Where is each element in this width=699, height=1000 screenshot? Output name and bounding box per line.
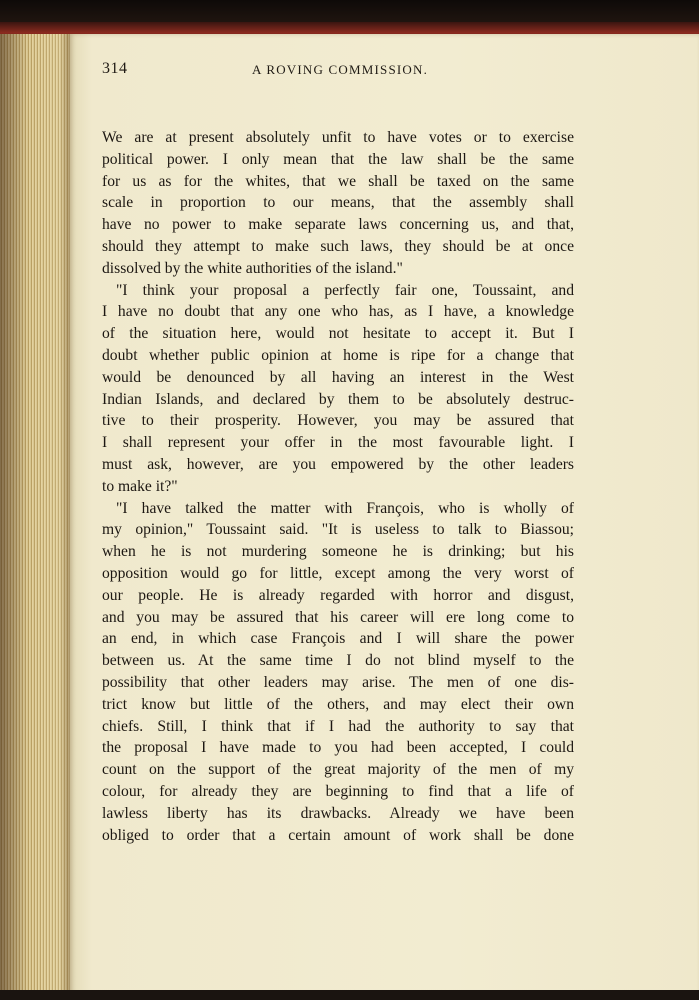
text-line: when he is not murdering someone he is drinking; but his xyxy=(102,543,574,561)
text-line: between us. At the same time I do not blind myself to the xyxy=(102,652,574,670)
text-line: obliged to order that a certain amount of work shall be done xyxy=(102,826,574,844)
text-line: We are at present absolutely unfit to have votes or to exercise xyxy=(102,129,574,146)
background-shadow-bottom xyxy=(0,990,699,1000)
text-line: for us as for the whites, that we shall be taxed on the same xyxy=(102,172,574,190)
page-edges xyxy=(0,34,71,994)
body-text xyxy=(102,127,574,846)
text-line: would be denounced by all having an interest in the West xyxy=(102,368,574,386)
text-line: "I have talked the matter with François, who is wholly of xyxy=(116,499,574,517)
text-line: I have no doubt that any one who has, as I have, a knowledge xyxy=(102,303,574,321)
text-line: possibility that other leaders may arise. The men of one dis- xyxy=(102,673,574,691)
text-line: lawless liberty has its drawbacks. Already we have been xyxy=(102,804,574,822)
text-line: our people. He is already regarded with horror and disgust, xyxy=(102,586,574,604)
text-line: Indian Islands, and declared by them to be absolutely destruc- xyxy=(102,390,574,408)
text-line: and you may be assured that his career will ere long come to xyxy=(102,608,574,626)
text-line: trict know but little of the others, and may elect their own xyxy=(102,695,574,713)
text-line: must ask, however, are you empowered by the other leaders xyxy=(102,455,574,473)
text-line: an end, in which case François and I will share the power xyxy=(102,630,574,648)
text-line: I shall represent your offer in the most favourable light. I xyxy=(102,434,574,452)
text-line: opposition would go for little, except among the very worst of xyxy=(102,564,574,582)
text-line: my opinion," Toussaint said. "It is useless to talk to Biassou; xyxy=(102,521,574,539)
text-line: "I think your proposal a perfectly fair one, Toussaint, and xyxy=(116,281,574,299)
text-line: should they attempt to make such laws, they should be at once xyxy=(102,237,574,255)
text-line: chiefs. Still, I think that if I had the authority to say that xyxy=(102,717,574,735)
text-line: have no power to make separate laws concerning us, and that, xyxy=(102,216,574,234)
text-line: count on the support of the great majority of the men of my xyxy=(102,761,574,779)
text-line: dissolved by the white authorities of the island." xyxy=(102,259,403,277)
page-number: 314 xyxy=(102,60,128,77)
text-line: of the situation here, would not hesitate to accept it. But I xyxy=(102,325,574,343)
running-head: A ROVING COMMISSION. xyxy=(252,62,429,77)
text-line: political power. I only mean that the law shall be the same xyxy=(102,150,574,168)
text-line: doubt whether public opinion at home is ripe for a change that xyxy=(102,346,574,364)
page-header xyxy=(102,60,574,84)
text-line: colour, for already they are beginning to find that a life of xyxy=(102,782,574,800)
text-line: tive to their prosperity. However, you may be assured that xyxy=(102,412,574,430)
text-line: the proposal I have made to you had been accepted, I could xyxy=(102,739,574,757)
text-line: scale in proportion to our means, that the assembly shall xyxy=(102,194,574,212)
text-line: to make it?" xyxy=(102,477,178,495)
